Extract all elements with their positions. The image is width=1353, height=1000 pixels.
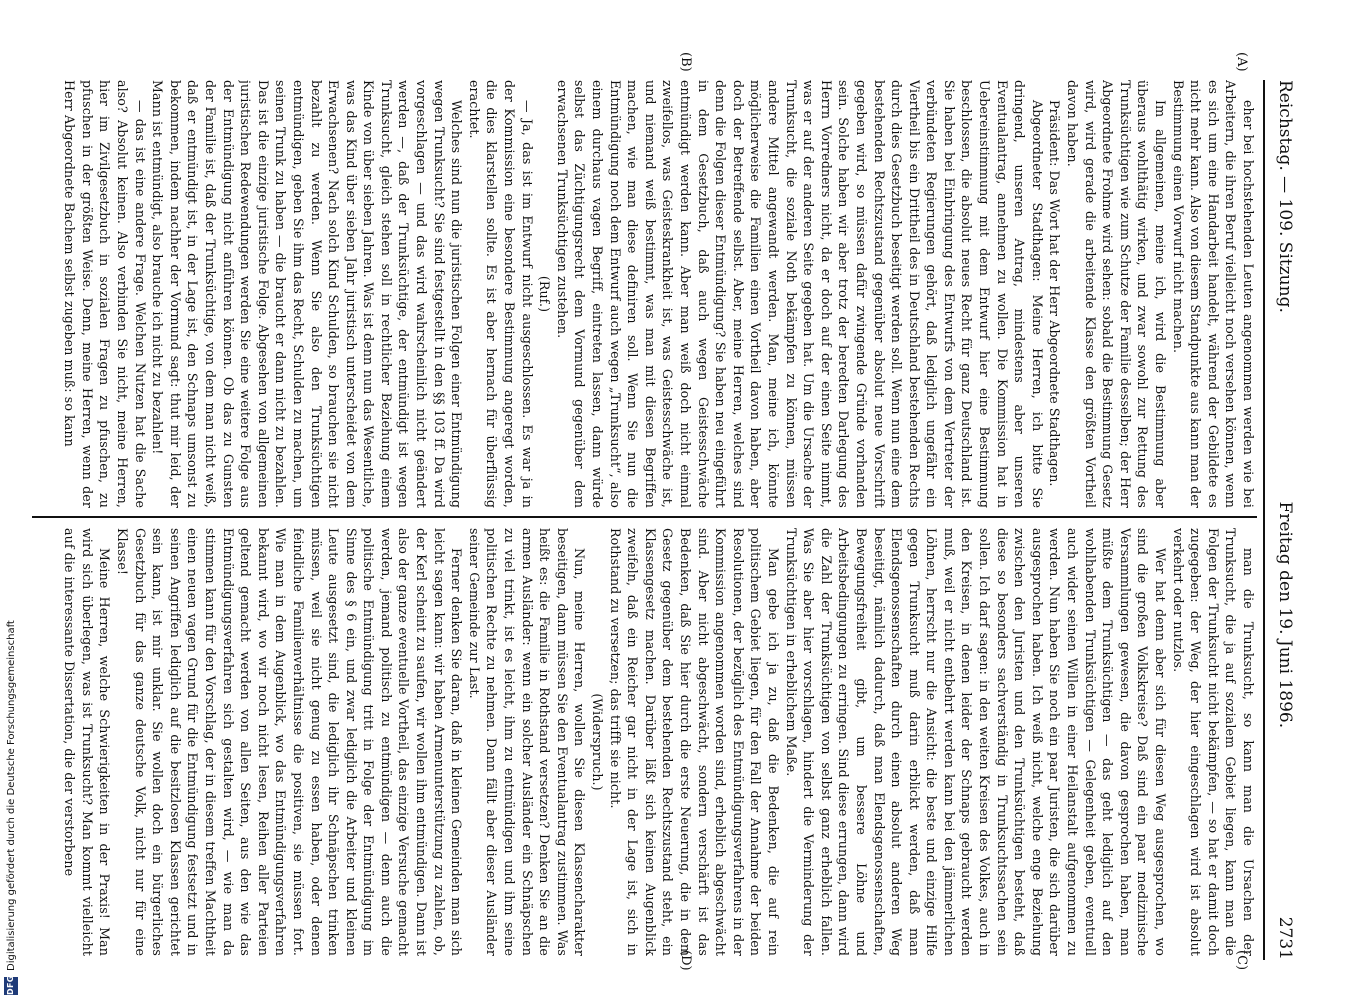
column-divider — [32, 516, 1257, 518]
paragraph: Man gebe ich ja zu, daß die Bedenken, die auf rein politischem Gebiet liegen, für den Fall der Annahme der beiden Resolutionen, der bezüglich des Entmündigungsverfahrens in der Kommission angenommen worden sind, erheblich abgeschwächt sind. Aber nicht abgeschwächt, sondern verschärft ist das Bedenken, daß Sie hier durch die erste Neuerung, die in dem Gesetz gegenüber dem bestehenden Rechtszustand steht, ein Klassengesetz machen. Darüber läßt sich keinen Augenblick zweifeln, daß ein Reicher gar nicht in der Lage ist, sich in Rothstand zu versetzen; das trifft sie nicht. — [607, 528, 781, 956]
paragraph: man die Trunksucht, so kann man die Ursachen der Trunksucht, die ja auf sozialem Gebiet liegen, kann man die Folgen der Trunksucht nicht bekämpfen, — so hat er damit doch zugegeben: der Weg, der hier eingeschlagen wird ist absolut verkehrt oder nutzlos. — [1170, 528, 1256, 956]
right-column — [32, 528, 1257, 956]
paragraph: Welches sind nun die juristischen Folgen einer Entmündigung wegen Trunksucht? Sie sind festgestellt in den §§ 103 ff. Da wird vorgeschlagen — und das wird wahrscheinlich nicht geändert werden —, daß der Trunksüchtige, der entmündigt ist wegen Trunksucht, gleich stehen soll in rechtlicher Beziehung einem Kinde von über sieben Jahren. Was ist denn nun das Wesentliche, was das Kind über sieben Jahr juristisch unterscheidet von dem Erwachsenen? Nach solch Kind Schulden, so brauchen sie nicht bezahlt zu werden. Wenn Sie also den Trunksüchtigen entmündigen, geben Sie ihm das Recht, Schulden zu machen, um seinen Trunk zu haben — die braucht er dann nicht zu bezahlen. Das ist die einzige juristische Folge. Abgesehen von allgemeinen juristischen Redewendungen werden Sie eine weitere Folge aus der Entmündigung nicht anführen können. Ob das zu Gunsten der Familie ist, daß der Trunksüchtige, von dem man nicht weiß, daß er entmündigt ist, in der Lage ist, den Schnaps umsonst zu bekommen, indem nachher der Vormund sagt: thut mir leid, der Mann ist entmündigt, also brauche ich nicht zu bezahlen! — [150, 80, 465, 508]
header-left: Reichstag. — 109. Sitzung. — [1275, 80, 1295, 313]
digitization-strip — [0, 0, 22, 1000]
margin-mark-d: (D) — [678, 950, 693, 971]
margin-mark-c: (C) — [1234, 950, 1249, 971]
paragraph: Abgeordneter Stadthagen: Meine Herren, ich bitte Sie dringend, unseren Antrag, mindestens aber unseren Eventualantrag, annehmen zu wollen. Die Kommission hat in Uebereinstimmung mit dem Entwurf hier eine Bestimmung beschlossen, die absolut neues Recht für ganz Deutschland ist. Sie haben bei Einbringung des Entwurfs von dem Vertreter der verbündeten Regierungen gehört, daß lediglich ungefähr ein Viertheil bis ein Drittheil des in Deutschland bestehenden Rechts durch dies Gesetzbuch beseitigt werden soll. Wenn nun eine dem bestehenden Rechtszustand gegenüber absolut neue Vorschrift gegeben wird, so müssen dafür zwingende Gründe vorhanden sein. Solche haben wir aber trotz der beredten Darlegung des Herrn Vorredners nicht, da er doch auf der einen Seite nimmt, was er auf der anderen Seite gegeben hat. Um die Ursache der Trunksucht, die soziale Noth bekämpfen zu können, müssen andere Mittel angewandt werden. Man, meine ich, könnte möglicherweise die Familien einen Vortheil davon haben, aber doch der Betreffende selbst. Aber, meine Herren, welches sind denn die Folgen dieser Entmündigung? Sie haben neu eingeführt in dem Gesetzbuch, daß auch wegen Geistesschwäche entmündigt werden kann. Aber man weiß doch nicht einmal zweifellos, was Geisteskrankheit ist, was Geistesschwäche ist, und niemand weiß bestimmt, was man mit diesen Begriffen machen, wie man diese definiren soll. Wenn Sie nun die Entmündigung noch dem Entwurf auch wegen „Trunksucht“, also einem durchaus vagen Begriff, eintreten lassen, dann würde selbst das Züchtigungsrecht dem Vormund gegenüber dem erwachsenen Trunksüchtigen zustehen. — [554, 80, 1045, 508]
paragraph: Ferner denken Sie daran, daß in kleinen Gemeinden man sich leicht sagen kann: wir haben Armenunterstützung zu zahlen, ob, der Kerl scheint zu saufen, wir wollen ihm entmündigen. Dann ist also der ganze eventuelle Vortheil, das einzige Versuche gemacht werden, jemand politisch zu entmündigen — denn auch die politische Entmündigung tritt in Folge der Entmündigung im Sinne des § 6 ein, und zwar lediglich die Arbeiter und kleinen Leute ausgesetzt sind, die lediglich ihr Schnäpschen trinken müssen, weil sie nicht genug zu essen haben, oder denen feindliche Familienverhältnisse die positiven, sie müssen fort. Wie man in dem Augenblick, wo das Entmündigungsverfahren bekannt wird, wo wir noch nicht lesen, Reihen aller Parteien geltend gemacht werden von allen Seiten, aus den wie das Entmündigungsverfahren sich gestalten wird, — wie man da stimmen kann für den Vorschlag, der in diesem treffen Machtheit einen neuen vagen Grund für die Entmündigung festsetzt und in seinen Angriffen lediglich auf die besitzlosen Klassen gerichtet sein kann, ist mir unklar. Sie wollen doch ein bürgerliches Gesetzbuch für das ganze deutsche Volk, nicht nur für eine Klasse! — [115, 528, 465, 956]
paragraph: eher bei hochstehenden Leuten angenommen werden wie bei Arbeitern, die ihren Beruf vielleicht noch versehen können, wenn es sich um eine Handarbeit handelt, während der Gebildete es nicht mehr kann. Also von diesem Standpunkte aus kann man der Bestimmung einen Vorwurf nicht machen. — [1170, 80, 1256, 508]
paragraph: — Ja, das ist im Entwurf nicht ausgeschlossen. Es war ja in der Kommission eine besondere Bestimmung angeregt worden, die dies klarstellen sollte. Es ist aber hernach für überflüssig erachtet. — [466, 80, 535, 508]
header-rule — [1263, 80, 1265, 960]
header-date: Freitag den 19. Juni 1896. — [1275, 501, 1295, 729]
paragraph: Nun, meine Herren, wollen Sie diesen Klassencharakter beseitigen, dann müssen Sie den Eventualantrag zustimmen. Was heißt es: die Familie in Rothstand versetzen? Denken Sie an die armen Ausländer: wenn ein solcher Ausländer ein Schnäpschen zu viel trinkt, ist es leicht, ihm zu entmündigen und ihm seine politischen Rechte zu nehmen. Dann fällt aber dieser Ausländer seiner Gemeinde zur Last. — [466, 528, 588, 956]
margin-mark-b: (B) — [678, 52, 693, 72]
margin-mark-a: (A) — [1234, 52, 1249, 72]
digitization-note: Digitalisierung gefördert durch die Deutsche Forschungsgemeinschaft — [5, 620, 17, 971]
page-header — [1265, 80, 1295, 960]
paragraph: Im allgemeinen, meine ich, wird die Bestimmung aber überaus wohlthätig wirken, und zwar sowohl zur Rettung des Trunksüchtigen wie zum Schutze der Familie desselben; der Herr Abgeordnete Frohme wird sehen: sobald die Bestimmung Gesetz wird, wird gerade die arbeitende Klasse den größten Vortheil davon haben. — [1065, 80, 1169, 508]
dfg-logo: DFG — [4, 977, 18, 995]
page-number: 2731 — [1275, 916, 1295, 960]
paragraph: Präsident: Das Wort hat der Herr Abgeordnete Stadthagen. — [1047, 100, 1063, 487]
paragraph: Meine Herren, welche Schwierigkeiten in der Praxis! Man wird sich überlegen, was ist Trunksucht? Man kommt vielleicht auf die interessante Dissertation, die der verstorbene — [62, 528, 113, 956]
paragraph: Wer hat denn aber sich für diesen Weg ausgesprochen, wo sind die großen Volkskreise? Daß sind ein paar medizinische Versammlungen gewesen, die davon gesprochen haben, man müßte dem Trunksüchtigen — das geht lediglich auf den wohlhabenden Trunksüchtigen — Gelegenheit geben, eventuell auch wider seinen Willen in einer Heilanstalt aufgenommen zu werden. Nun haben Sie noch ein paar Juristen, die sich darüber ausgesprochen haben. Ich weiß nicht, welche enge Beziehung zwischen den Juristen und den Trunksüchtigen besteht, daß diese so besonders sachverständig in Trunksuchtssachen sein sollen. Ich darf sagen: in den weiten Kreisen des Volkes, auch in den Kreisen, in denen leider der Schnaps gebraucht werden muß, weil er nicht entbehrt werden kann bei den jämmerlichen Löhnen, herrscht nur die Ansicht: die beste und einzige Hilfe gegen Trunksucht muß darin erblickt werden, daß man Elendsgenossenschaften durch einen absolut anderen Weg beseitigt, nämlich dadurch, daß man Elendsgenossenschaften, Bewegungsfreiheit gibt, um bessere Löhne und Arbeitsbedingungen zu erringen. Sind diese errungen, dann wird die Zahl der Trunksüchtigen von selbst ganz erheblich fallen. Was Sie aber hier vorschlagen, hindert die Verminderung der Trunksüchtigen in erheblichem Maße. — [783, 528, 1169, 956]
paragraph: — das ist eine andere Frage. Welchen Nutzen hat die Sache also? Absolut keinen. Also verbinden Sie nicht, meine Herren, hier im Zivilgesetzbuch in sozialen Fragen zu pfuschen, zu pfuschen in der größten Weise. Denn, meine Herren, wenn der Herr Abgeordnete Bachem selbst zugeben muß: so kann — [62, 80, 148, 508]
left-column — [32, 80, 1257, 508]
interjection: (Ruf.) — [537, 275, 553, 313]
interjection: (Widerspruch.) — [590, 693, 606, 791]
